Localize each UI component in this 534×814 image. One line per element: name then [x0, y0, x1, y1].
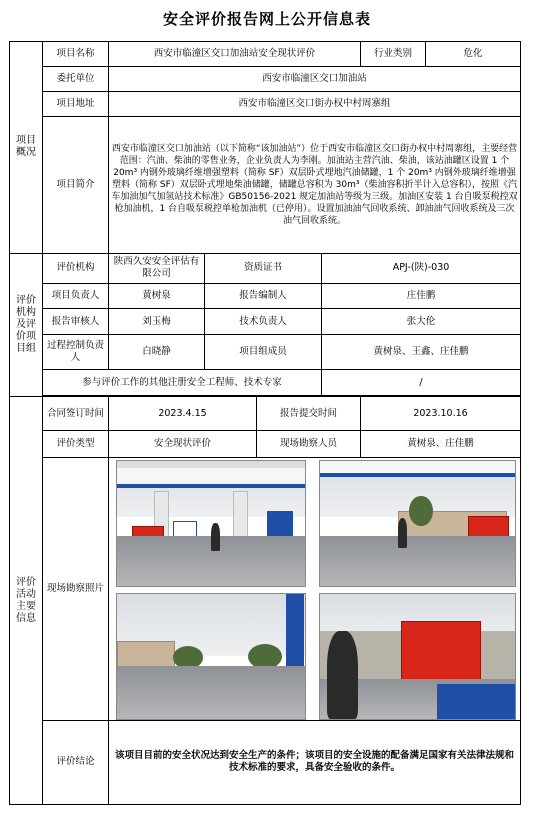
- writer-label: 报告编制人: [205, 283, 322, 308]
- page-title: 安全评价报告网上公开信息表: [162, 10, 371, 28]
- overview-group-label: 项目概况: [10, 42, 43, 254]
- agency-label: 评价机构: [43, 253, 109, 283]
- activity-group-label: 评价活动主要信息: [10, 397, 43, 805]
- contract-date-label: 合同签订时间: [43, 397, 109, 431]
- photos-cell: [109, 457, 521, 720]
- intro-text: 西安市临潼区交口加油站（以下简称“该加油站”）位于西安市临潼区交口街办权中村周寨组，主要经营范围：汽油、柴油的零售业务，企业负责人为李刚。加油站主营汽油、柴油，该站油罐区设置 1 个 20m³ 内钢外玻璃纤维增强塑料（简称 SF）双层卧式埋地汽油储罐，1 个 20m³ 内钢外玻璃纤维增强塑料（简称 SF）双层卧式埋地柴油储罐，储罐总容积为 30m³（柴油容积折半计入总容积），按照《汽车加油加气加氢站技术标准》GB50156-2021 规定加油站等级为三级。加油区安装 1 台自吸泵税控双枪加油机，1 台自吸泵税控单枪加油机（已停用）。设置加油油气回收系统、卸油油气回收系统及三次油气回收系统。: [109, 117, 521, 254]
- site-photo: [319, 593, 516, 720]
- address-label: 项目地址: [43, 92, 109, 117]
- project-name-value: 西安市临潼区交口加油站安全现状评价: [109, 42, 361, 67]
- engineers-value: /: [322, 370, 521, 396]
- project-name-label: 项目名称: [43, 42, 109, 67]
- industry-value: 危化: [426, 42, 521, 67]
- eval-type-label: 评价类型: [43, 431, 109, 457]
- leader-value: 黄树泉: [109, 283, 205, 308]
- intro-label: 项目简介: [43, 117, 109, 254]
- agency-value: 陕西久安安全评估有限公司: [109, 253, 205, 283]
- photos-label: 现场勘察照片: [43, 457, 109, 720]
- eval-type-value: 安全现状评价: [109, 431, 257, 457]
- conclusion-label: 评价结论: [43, 720, 109, 804]
- tech-value: 张大伦: [322, 309, 521, 335]
- info-table: [9, 41, 521, 805]
- submit-date-label: 报告提交时间: [257, 397, 361, 431]
- submit-date-value: 2023.10.16: [361, 397, 521, 431]
- members-value: 黄树泉、王鑫、庄佳鹏: [322, 335, 521, 370]
- site-photo: [116, 593, 306, 720]
- contract-date-value: 2023.4.15: [109, 397, 257, 431]
- org-group-label: 评价机构及评价项目组: [10, 253, 43, 397]
- process-label: 过程控制负责人: [43, 335, 109, 370]
- conclusion-text: 该项目目前的安全状况达到安全生产的条件；该项目的安全设施的配备满足国家有关法律法规和技术标准的要求，具备安全验收的条件。: [109, 720, 521, 804]
- leader-label: 项目负责人: [43, 283, 109, 308]
- site-photo: [116, 460, 306, 587]
- site-photos: [116, 460, 514, 718]
- tech-label: 技术负责人: [205, 309, 322, 335]
- survey-staff-value: 黄树泉、庄佳鹏: [361, 431, 521, 457]
- process-value: 白晓静: [109, 335, 205, 370]
- client-value: 西安市临潼区交口加油站: [109, 67, 521, 92]
- engineers-label: 参与评价工作的其他注册安全工程师、技术专家: [43, 370, 322, 396]
- reviewer-value: 刘玉梅: [109, 309, 205, 335]
- survey-staff-label: 现场勘察人员: [257, 431, 361, 457]
- writer-value: 庄佳鹏: [322, 283, 521, 308]
- cert-label: 资质证书: [205, 253, 322, 283]
- cert-value: APJ-(陕)-030: [322, 253, 521, 283]
- client-label: 委托单位: [43, 67, 109, 92]
- members-label: 项目组成员: [205, 335, 322, 370]
- address-value: 西安市临潼区交口街办权中村周寨组: [109, 92, 521, 117]
- reviewer-label: 报告审核人: [43, 309, 109, 335]
- site-photo: [319, 460, 516, 587]
- industry-label: 行业类别: [361, 42, 426, 67]
